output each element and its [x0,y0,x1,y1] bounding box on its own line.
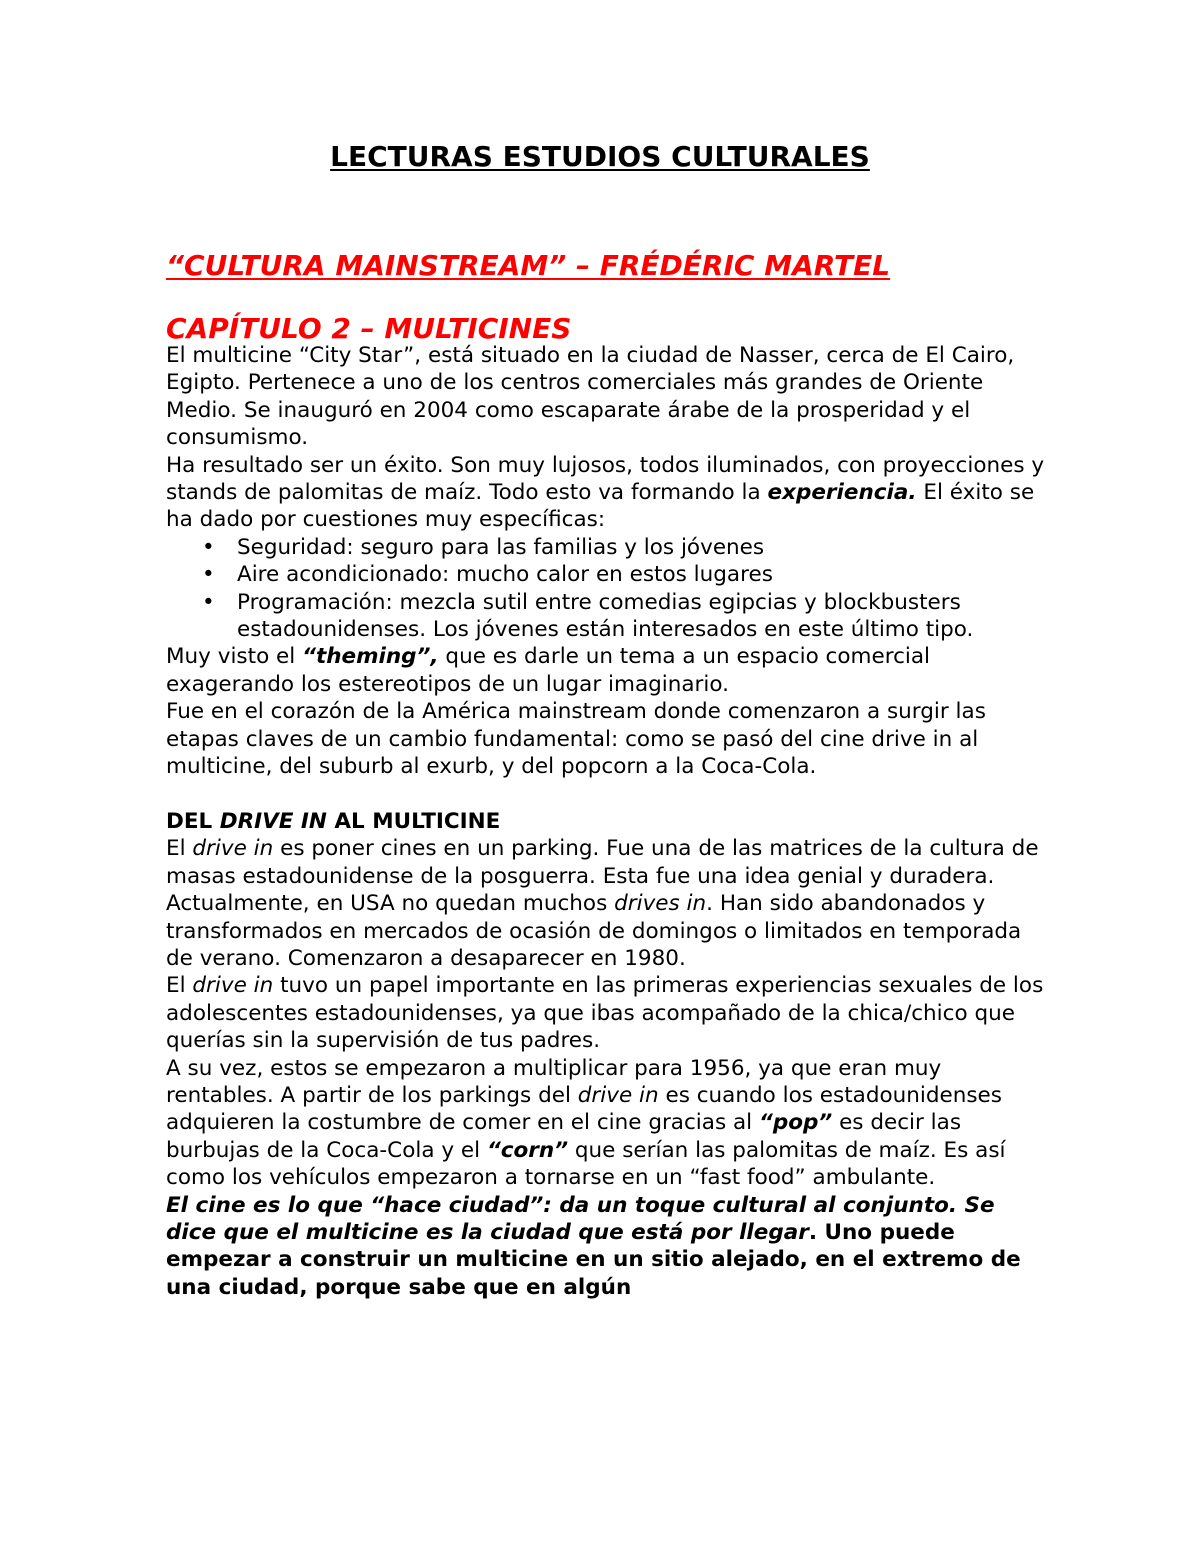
bullet-list [166,534,1046,644]
list-item: • Aire acondicionado: mucho calor en estos lugares [202,562,773,588]
emphasis-corn: “corn” [486,1137,569,1163]
emphasis-experiencia: experiencia. [767,480,917,506]
reading-subtitle: “CULTURA MAINSTREAM” – FRÉDÉRIC MARTEL [166,249,891,282]
document-title: LECTURAS ESTUDIOS CULTURALES [330,140,870,173]
bullet-icon: • [202,562,215,588]
paragraph-exito: Ha resultado ser un éxito. Son muy lujosos, todos iluminados, con proyecciones y stands de palomitas de maíz. Todo esto va formando la experiencia. El éxito se ha dado por cuestiones muy específicas: [166,452,1045,533]
emphasis-pop: “pop” [758,1110,833,1136]
section-heading: DEL DRIVE IN AL MULTICINE [166,808,501,834]
bullet-icon: • [202,534,215,560]
paragraph-america-mainstream: Fue en el corazón de la América mainstream donde comenzaron a surgir las etapas claves de un cambio fundamental: como se pasó del cine drive in al multicine, del suburb al exurb, y del popcorn a la Coca-Cola. [166,699,986,780]
paragraph-hace-ciudad: El cine es lo que “hace ciudad”: da un toque cultural al conjunto. Se dice que el multicine es la ciudad que está por llegar. Uno puede empezar a construir un multicine en un sitio alejado, en el extremo de una ciudad, porque sabe que en algún [166,1192,1021,1300]
document-body [166,342,1046,1301]
emphasis-theming: “theming”, [302,644,439,670]
paragraph-pop-corn: A su vez, estos se empezaron a multiplicar para 1956, ya que eran muy rentables. A partir de los parkings del drive in es cuando los estadounidenses adquieren la costumbre de comer en el cine gracias al “pop” es decir las burbujas de la Coca-Cola y el “corn” que serían las palomitas de maíz. Es así como los vehículos empezaron a tornarse en un “fast food” ambulante. [166,1055,1006,1191]
list-item: • Seguridad: seguro para las familias y los jóvenes [202,534,765,560]
chapter-heading: CAPÍTULO 2 – MULTICINES [166,312,572,345]
paragraph-theming: Muy visto el “theming”, que es darle un tema a un espacio comercial exagerando los estereotipos de un lugar imaginario. [166,644,931,697]
bullet-icon: • [202,589,215,615]
paragraph-city-star: El multicine “City Star”, está situado en la ciudad de Nasser, cerca de El Cairo, Egipto. Pertenece a uno de los centros comerciales más grandes de Oriente Medio. Se inauguró en 2004 como escaparate árabe de la prosperidad y el consumismo. [166,343,1015,451]
list-item: • Programación: mezcla sutil entre comedias egipcias y blockbusters estadounidenses. Los jóvenes están interesados en este último tipo. [202,589,974,643]
paragraph-gap [166,781,1046,808]
paragraph-adolescentes: El drive in tuvo un papel importante en las primeras experiencias sexuales de los adolescentes estadounidenses, ya que ibas acompañado de la chica/chico que querías sin la supervisión de tus padres. [166,973,1044,1054]
paragraph-drive-in: El drive in es poner cines en un parking. Fue una de las matrices de la cultura de masas estadounidense de la posguerra. Esta fue una idea genial y duradera. Actualmente, en USA no quedan muchos drives in. Han sido abandonados y transformados en mercados de ocasión de domingos o limitados en temporada de verano. Comenzaron a desaparecer en 1980. [166,836,1039,971]
